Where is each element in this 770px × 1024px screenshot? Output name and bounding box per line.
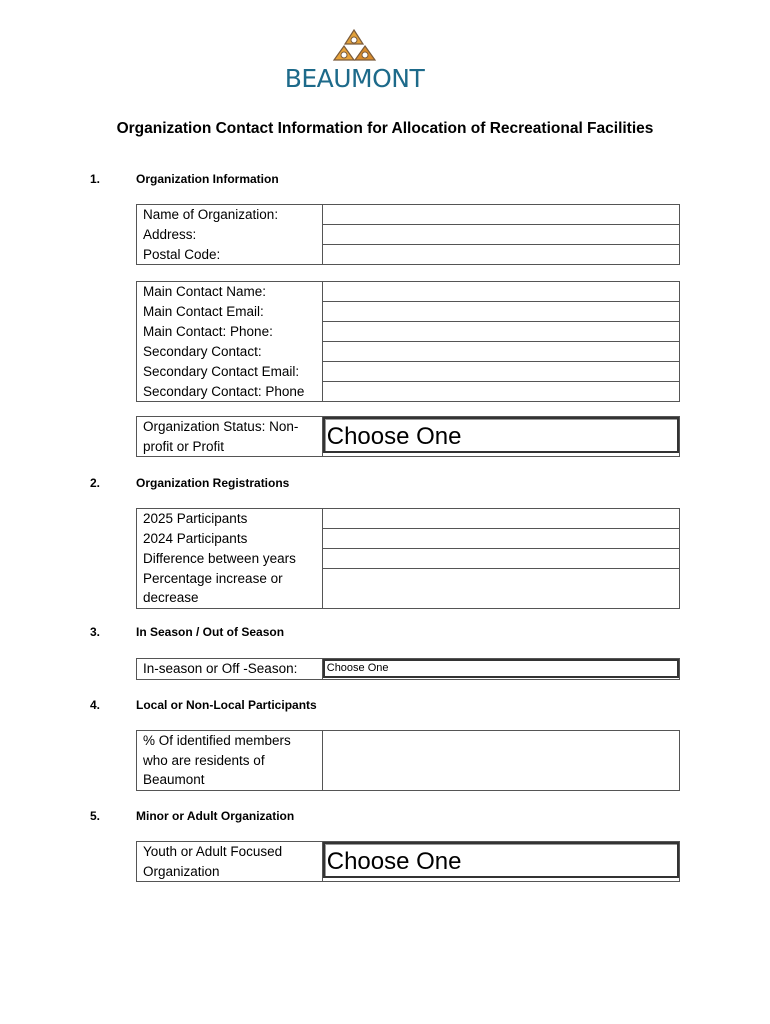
- field-label: Secondary Contact Email:: [137, 362, 323, 382]
- beaumont-logo: [282, 28, 427, 92]
- field-label: Youth or Adult Focused Organization: [137, 842, 323, 882]
- season-table: [136, 658, 680, 680]
- org-status-select[interactable]: Choose One: [323, 417, 679, 453]
- secondary-contact-email-input[interactable]: [322, 362, 679, 382]
- main-contact-name-input[interactable]: [322, 282, 679, 302]
- field-label: Percentage increase or decrease: [137, 569, 323, 609]
- difference-input[interactable]: [322, 549, 679, 569]
- field-label: In-season or Off -Season:: [137, 659, 323, 680]
- main-contact-phone-input[interactable]: [322, 322, 679, 342]
- section-2-label: Organization Registrations: [136, 476, 290, 490]
- youth-adult-select[interactable]: Choose One: [323, 842, 679, 878]
- logo-wordmark: BEAUMONT: [284, 64, 425, 93]
- section-5-label: Minor or Adult Organization: [136, 809, 295, 823]
- page-title: Organization Contact Information for Allocation of Recreational Facilities: [116, 120, 654, 137]
- org-address-table: [136, 204, 680, 265]
- field-label: Name of Organization:: [137, 205, 323, 225]
- participants-2024-input[interactable]: [322, 529, 679, 549]
- section-3-number: 3.: [90, 625, 101, 639]
- org-status-table: [136, 416, 680, 457]
- field-label: Postal Code:: [137, 245, 323, 265]
- section-4-number: 4.: [90, 698, 101, 712]
- participants-2025-input[interactable]: [322, 509, 679, 529]
- field-label: 2024 Participants: [137, 529, 323, 549]
- percentage-change-input[interactable]: [322, 569, 679, 609]
- section-5-number: 5.: [90, 809, 101, 823]
- field-label: Difference between years: [137, 549, 323, 569]
- secondary-contact-input[interactable]: [322, 342, 679, 362]
- section-2-number: 2.: [90, 476, 101, 490]
- section-1-label: Organization Information: [136, 172, 279, 186]
- field-label: Secondary Contact: Phone: [137, 382, 323, 402]
- field-label: Main Contact Name:: [137, 282, 323, 302]
- field-label: Secondary Contact:: [137, 342, 323, 362]
- registrations-table: [136, 508, 680, 609]
- field-label: Main Contact Email:: [137, 302, 323, 322]
- main-contact-email-input[interactable]: [322, 302, 679, 322]
- address-input[interactable]: [322, 225, 679, 245]
- residents-percentage-input[interactable]: [322, 731, 679, 791]
- field-label: % Of identified members who are residents of Beaumont: [137, 731, 323, 791]
- field-label: Address:: [137, 225, 323, 245]
- section-1-number: 1.: [90, 172, 101, 186]
- secondary-contact-phone-input[interactable]: [322, 382, 679, 402]
- postal-code-input[interactable]: [322, 245, 679, 265]
- minor-adult-table: [136, 841, 680, 882]
- contacts-table: [136, 281, 680, 402]
- field-label: Main Contact: Phone:: [137, 322, 323, 342]
- logo-emblem-icon: [332, 28, 377, 66]
- field-label: 2025 Participants: [137, 509, 323, 529]
- section-4-label: Local or Non-Local Participants: [136, 698, 317, 712]
- field-label: Organization Status: Non-profit or Profit: [137, 417, 323, 457]
- section-3-label: In Season / Out of Season: [136, 625, 285, 639]
- season-select[interactable]: Choose One: [323, 659, 679, 678]
- org-name-input[interactable]: [322, 205, 679, 225]
- local-table: [136, 730, 680, 791]
